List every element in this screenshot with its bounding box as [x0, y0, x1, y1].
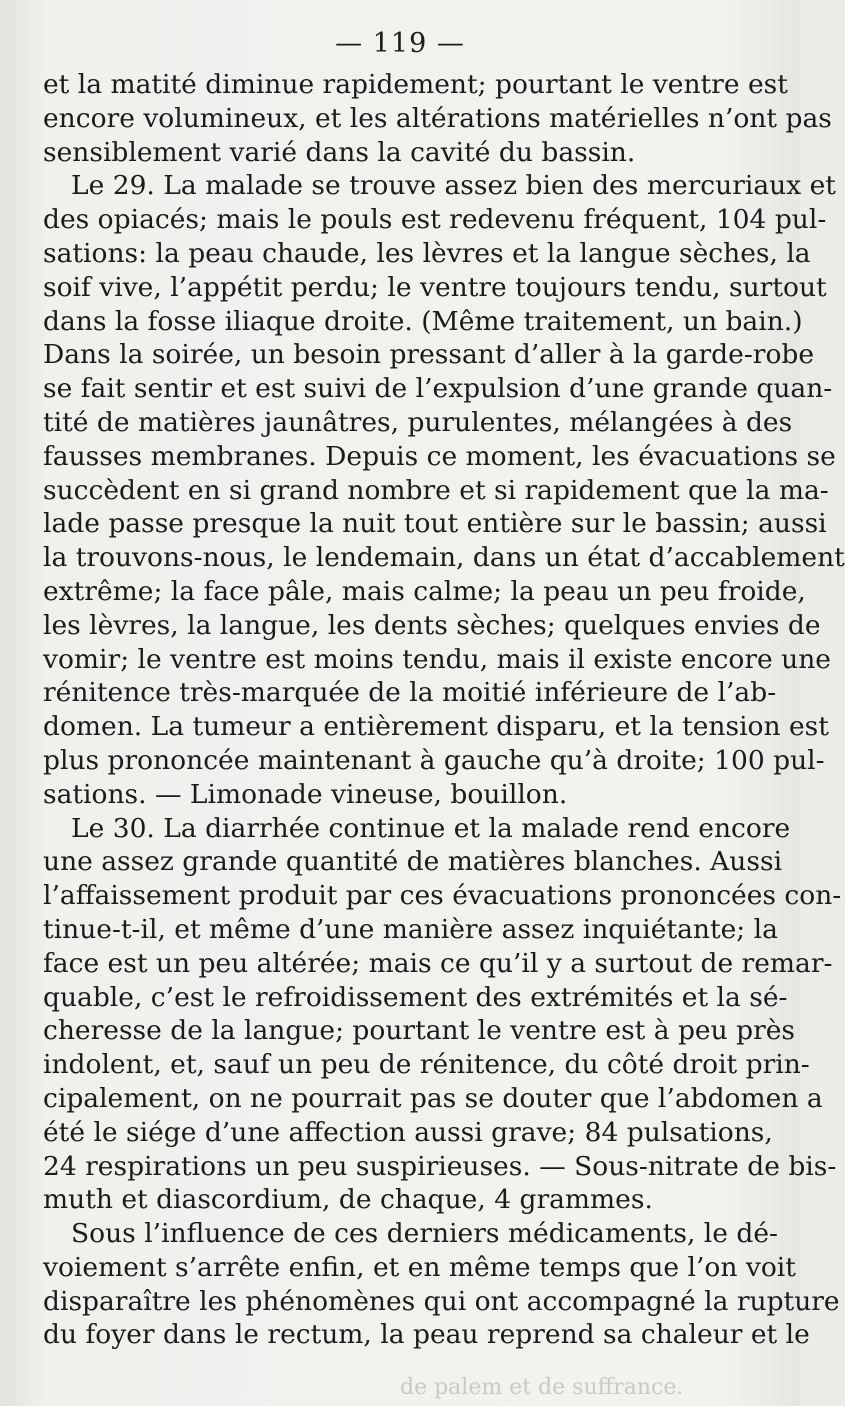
text-line: et la matité diminue rapidement; pourtant le ventre est: [43, 69, 788, 100]
text-line: l’affaissement produit par ces évacuations prononcées con-: [43, 880, 842, 912]
text-line: les lèvres, la langue, les dents sèches; quelques envies de: [43, 609, 821, 641]
text-line: voiement s’arrête enfin, et en même temps que l’on voit: [43, 1251, 796, 1283]
paragraph-day-30: [43, 812, 842, 1218]
page-number: — 119 —: [335, 28, 465, 59]
text-line: rénitence très-marquée de la moitié inférieure de l’ab-: [43, 677, 777, 709]
text-line: tité de matières jaunâtres, purulentes, mélangées à des: [43, 406, 793, 438]
text-line: sations. — Limonade vineuse, bouillon.: [43, 778, 568, 810]
text-line: disparaître les phénomènes qui ont accompagné la rupture: [43, 1285, 840, 1317]
paragraph-day-29: [43, 169, 845, 811]
text-line: du foyer dans le rectum, la peau reprend sa chaleur et le: [43, 1319, 810, 1351]
text-line: plus prononcée maintenant à gauche qu’à droite; 100 pul-: [43, 744, 825, 776]
text-line: été le siége d’une affection aussi grave; 84 pulsations,: [43, 1116, 773, 1148]
text-line: lade passe presque la nuit tout entière sur le bassin; aussi: [43, 508, 827, 540]
text-line: sations: la peau chaude, les lèvres et la langue sèches, la: [43, 237, 811, 269]
text-line: indolent, et, sauf un peu de rénitence, du côté droit prin-: [43, 1049, 810, 1081]
body-text: [43, 68, 845, 1352]
text-line: Le 29. La malade se trouve assez bien des mercuriaux et: [71, 170, 836, 202]
text-line: face est un peu altérée; mais ce qu’il y a surtout de remar-: [43, 947, 833, 979]
show-through-text: de palem et de suffrance.: [400, 1375, 684, 1400]
text-line: une assez grande quantité de matières blanches. Aussi: [43, 846, 783, 878]
text-line: 24 respirations un peu suspirieuses. — Sous-nitrate de bis-: [43, 1150, 837, 1182]
text-line: extrême; la face pâle, mais calme; la peau un peu froide,: [43, 575, 806, 607]
text-line: muth et diascordium, de chaque, 4 grammes.: [43, 1184, 653, 1216]
text-line: Sous l’influence de ces derniers médicaments, le dé-: [71, 1218, 778, 1250]
text-line: dans la fosse iliaque droite. (Même traitement, un bain.): [43, 305, 803, 337]
text-line: des opiacés; mais le pouls est redevenu fréquent, 104 pul-: [43, 204, 827, 236]
text-line: succèdent en si grand nombre et si rapidement que la ma-: [43, 474, 829, 506]
text-line: Dans la soirée, un besoin pressant d’aller à la garde-robe: [43, 339, 815, 371]
text-line: fausses membranes. Depuis ce moment, les évacuations se: [43, 440, 836, 472]
text-line: cipalement, on ne pourrait pas se douter que l’abdomen a: [43, 1082, 823, 1114]
text-line: encore volumineux, et les altérations matérielles n’ont pas: [43, 102, 832, 134]
text-line: sensiblement varié dans la cavité du bassin.: [43, 136, 636, 168]
paragraph-medication-effect: [43, 1217, 840, 1352]
text-line: soif vive, l’appétit perdu; le ventre toujours tendu, surtout: [43, 271, 827, 303]
text-line: Le 30. La diarrhée continue et la malade rend encore: [71, 812, 791, 844]
paragraph-continuation: [43, 68, 832, 169]
text-line: quable, c’est le refroidissement des extrémités et la sé-: [43, 981, 788, 1013]
text-line: cheresse de la langue; pourtant le ventre est à peu près: [43, 1015, 796, 1047]
text-line: vomir; le ventre est moins tendu, mais il existe encore une: [43, 643, 831, 675]
text-line: la trouvons-nous, le lendemain, dans un état d’accablement: [43, 542, 845, 574]
text-line: tinue-t-il, et même d’une manière assez inquiétante; la: [43, 913, 778, 945]
text-line: domen. La tumeur a entièrement disparu, et la tension est: [43, 711, 829, 743]
text-line: se fait sentir et est suivi de l’expulsion d’une grande quan-: [43, 373, 833, 405]
